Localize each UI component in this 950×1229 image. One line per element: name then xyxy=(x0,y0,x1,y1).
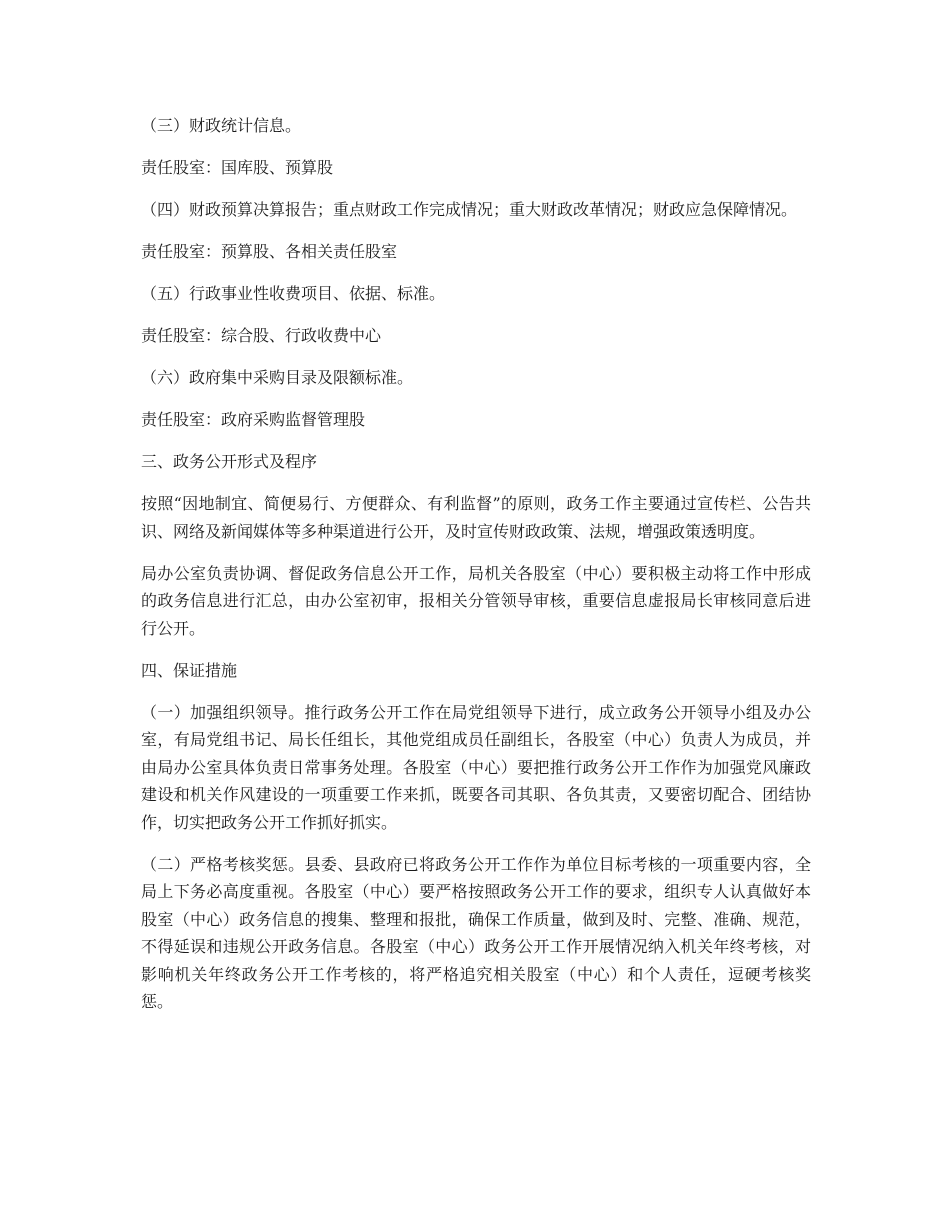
paragraph-section-3-item: （三）财政统计信息。 xyxy=(141,116,302,135)
section-heading-4: 四、保证措施 xyxy=(141,660,238,680)
paragraph-responsible-unit: 责任股室：预算股、各相关责任股室 xyxy=(141,242,398,261)
section-heading-3: 三、政务公开形式及程序 xyxy=(141,452,318,471)
paragraph-body: （二）严格考核奖惩。县委、县政府已将政务公开工作作为单位目标考核的一项重要内容，全局上下务必高度重视。各股室（中心）要严格按照政务公开工作的要求，组织专人认真做好本股室（中心）政务信息的搜集、整理和报批，确保工作质量，做到及时、完整、准确、规范，不得延误和违规公开政务信息。各股室（中心）政务公开工作开展情况纳入机关年终考核，对影响机关年终政务公开工作考核的，将严格追究相关股室（中心）和个人责任，逗硬考核奖惩。 xyxy=(141,854,811,1011)
paragraph-section-5-item: （五）行政事业性收费项目、依据、标准。 xyxy=(141,284,446,303)
paragraph-responsible-unit: 责任股室：政府采购监督管理股 xyxy=(141,410,366,429)
paragraph-section-4-item: （四）财政预算决算报告；重点财政工作完成情况；重大财政改革情况；财政应急保障情况。 xyxy=(141,200,798,219)
paragraph-body: 按照“因地制宜、简便易行、方便群众、有利监督”的原则，政务工作主要通过宣传栏、公告共识、网络及新闻媒体等多种渠道进行公开，及时宣传财政政策、法规，增强政策透明度。 xyxy=(141,494,811,541)
paragraph-responsible-unit: 责任股室：国库股、预算股 xyxy=(141,158,334,177)
document-body xyxy=(141,112,811,1030)
paragraph-responsible-unit: 责任股室：综合股、行政收费中心 xyxy=(141,326,382,345)
paragraph-body: 局办公室负责协调、督促政务信息公开工作，局机关各股室（中心）要积极主动将工作中形成的政务信息进行汇总，由办公室初审，报相关分管领导审核，重要信息虚报局长审核同意后进行公开。 xyxy=(141,563,811,638)
paragraph-section-6-item: （六）政府集中采购目录及限额标准。 xyxy=(141,368,414,387)
paragraph-body: （一）加强组织领导。推行政务公开工作在局党组领导下进行，成立政务公开领导小组及办公室，有局党组书记、局长任组长，其他党组成员任副组长，各股室（中心）负责人为成员，并由局办公室具体负责日常事务处理。各股室（中心）要把推行政务公开工作作为加强党风廉政建设和机关作风建设的一项重要工作来抓，既要各司其职、各负其责，又要密切配合、团结协作，切实把政务公开工作抓好抓实。 xyxy=(141,702,811,832)
